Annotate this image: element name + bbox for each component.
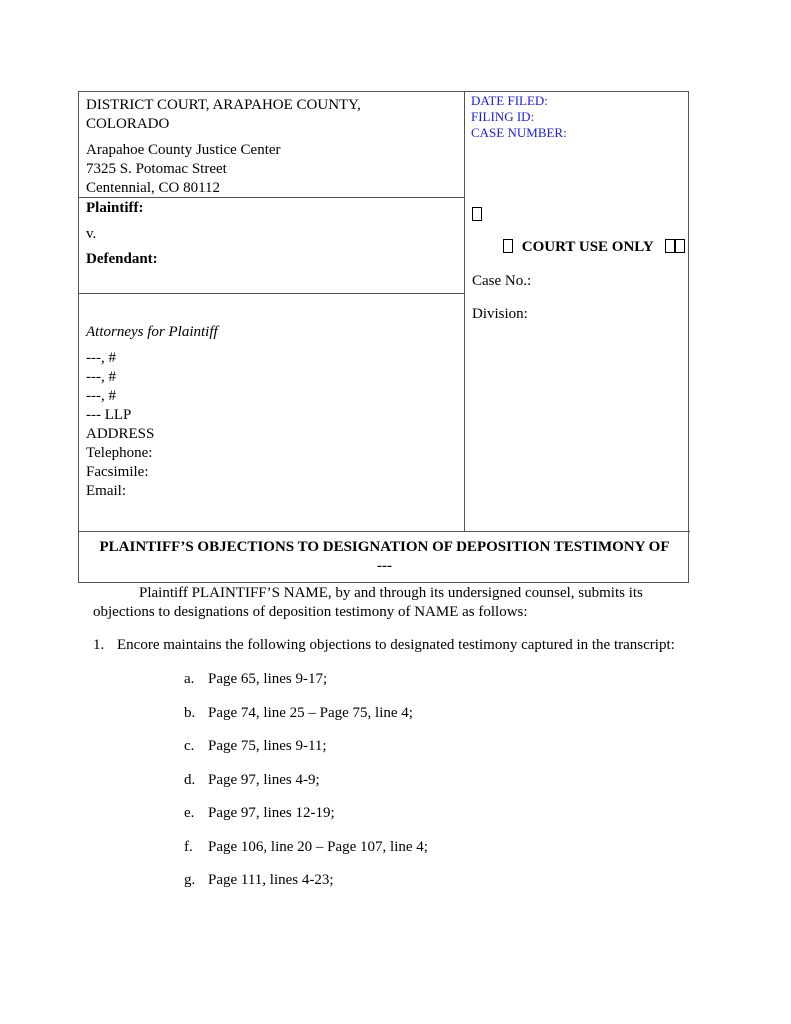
court-address-line2: 7325 S. Potomac Street	[86, 161, 227, 177]
filing-id-label: FILING ID:	[471, 109, 535, 124]
triangle-icon	[675, 239, 685, 253]
attorney-line: ---, #	[86, 388, 116, 404]
court-name-line2: COLORADO	[86, 116, 170, 132]
attorney-telephone: Telephone:	[86, 445, 153, 461]
filing-stamp	[471, 93, 567, 141]
caption-divider-parties	[79, 293, 464, 294]
objection-marker: d.	[184, 772, 196, 788]
objection-text: Page 97, lines 4-9;	[208, 772, 320, 788]
caption-column-divider	[464, 92, 465, 532]
date-filed-label: DATE FILED:	[471, 93, 548, 108]
objection-marker: b.	[184, 705, 196, 721]
court-name	[86, 96, 361, 134]
versus-label: v.	[86, 226, 97, 242]
objection-marker: g.	[184, 872, 196, 888]
case-no-label: Case No.:	[472, 273, 532, 289]
objection-item	[184, 838, 428, 857]
court-address	[86, 141, 281, 198]
attorney-line: ---, #	[86, 350, 116, 366]
objection-text: Page 111, lines 4-23;	[208, 872, 334, 888]
intro-paragraph-line1: Plaintiff PLAINTIFF’S NAME, by and through its undersigned counsel, submits its	[139, 585, 643, 601]
caption-divider-title	[79, 531, 690, 532]
item-text: Encore maintains the following objections to designated testimony captured in the transcript:	[117, 637, 675, 653]
court-address-line1: Arapahoe County Justice Center	[86, 142, 281, 158]
document-title-line1: PLAINTIFF’S OBJECTIONS TO DESIGNATION OF DEPOSITION TESTIMONY OF	[99, 539, 670, 555]
objection-item	[184, 670, 327, 689]
triangle-icon	[503, 239, 513, 253]
objection-text: Page 74, line 25 – Page 75, line 4;	[208, 705, 413, 721]
attorney-block	[86, 349, 154, 501]
attorney-firm-line: --- LLP	[86, 407, 132, 423]
defendant-label: Defendant:	[86, 251, 158, 267]
court-use-only-label: COURT USE ONLY	[521, 239, 654, 255]
objection-item	[184, 704, 413, 723]
plaintiff-label: Plaintiff:	[86, 200, 144, 216]
checkbox-icon	[472, 206, 482, 225]
objection-marker: c.	[184, 738, 195, 754]
court-name-line1: DISTRICT COURT, ARAPAHOE COUNTY,	[86, 97, 361, 113]
objection-item	[184, 871, 334, 890]
objection-text: Page 75, lines 9-11;	[208, 738, 327, 754]
attorney-address: ADDRESS	[86, 426, 155, 442]
item-number: 1.	[93, 637, 105, 653]
objection-text: Page 65, lines 9-17;	[208, 671, 328, 687]
court-use-only-row	[503, 238, 685, 257]
court-address-line3: Centennial, CO 80112	[86, 180, 221, 196]
attorney-facsimile: Facsimile:	[86, 464, 149, 480]
document-title	[79, 538, 690, 576]
triangle-icon	[665, 239, 675, 253]
objection-marker: f.	[184, 839, 193, 855]
attorneys-label: Attorneys for Plaintiff	[86, 324, 218, 340]
attorney-email: Email:	[86, 483, 126, 499]
objection-marker: a.	[184, 671, 195, 687]
objection-item	[184, 737, 327, 756]
intro-paragraph-line2: objections to designations of deposition testimony of NAME as follows:	[93, 604, 528, 620]
division-label: Division:	[472, 306, 528, 322]
objection-marker: e.	[184, 805, 195, 821]
objection-text: Page 106, line 20 – Page 107, line 4;	[208, 839, 428, 855]
document-title-line2: ---	[377, 558, 392, 574]
attorney-line: ---, #	[86, 369, 116, 385]
objection-item	[184, 804, 335, 823]
case-number-label: CASE NUMBER:	[471, 125, 567, 140]
numbered-item-1	[93, 636, 675, 655]
objection-text: Page 97, lines 12-19;	[208, 805, 335, 821]
objection-item	[184, 771, 320, 790]
case-caption-table	[78, 91, 689, 583]
